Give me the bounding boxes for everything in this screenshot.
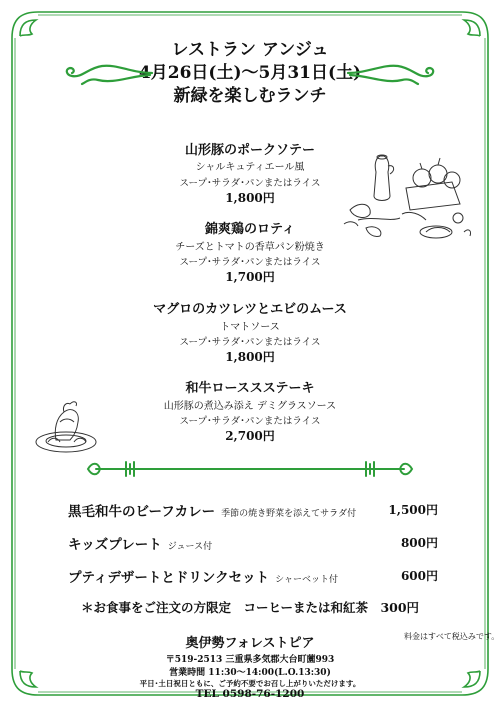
dish-options: スープ･サラダ･パンまたはライス — [179, 178, 321, 189]
dish-description: シャルキュティエール風 — [195, 162, 305, 173]
dish-price: 2,700円 — [225, 429, 275, 443]
dish-options: スープ･サラダ･パンまたはライス — [179, 337, 321, 348]
dish-name: マグロのカツレツとエビのムース — [153, 302, 347, 317]
extra-item-price: 800円 — [400, 536, 438, 550]
dish-price: 1,800円 — [225, 350, 275, 364]
extra-item — [68, 533, 438, 553]
extra-item — [68, 500, 438, 520]
extra-item-name: プティデザートとドリンクセット — [68, 570, 270, 586]
phone-number: TEL 0598-76-1200 — [195, 688, 305, 700]
dish-description: 山形豚の煮込み添え デミグラスソース — [163, 401, 337, 412]
coffee-note: ＊お食事をご注文の方限定 コーヒーまたは和紅茶 300円 — [80, 600, 420, 615]
dish-description: チーズとトマトの香草パン粉焼き — [175, 242, 325, 253]
dish-price: 1,700円 — [225, 270, 275, 284]
date-range: 4月26日(土)〜5月31日(土) — [138, 63, 362, 83]
extra-item-note: 季節の焼き野菜を添えてサラダ付 — [221, 509, 357, 519]
extra-item — [68, 566, 438, 586]
dish-price: 1,800円 — [225, 191, 275, 205]
divider-ornament — [86, 458, 414, 480]
business-hours: 営業時間 11:30〜14:00(L.O.13:30) — [169, 668, 331, 678]
tax-note: 料金はすべて税込みです。 — [404, 632, 500, 641]
extra-item-price: 600円 — [400, 569, 438, 583]
reservation-notice: 平日･土日祝日ともに、ご予約不要でお召し上がりいただけます。 — [139, 679, 361, 688]
venue-name: 奥伊勢フォレストピア — [185, 636, 315, 651]
flourish-right-icon — [346, 58, 438, 88]
venue-address: 〒519-2513 三重県多気郡大台町薗993 — [165, 655, 335, 665]
extra-item-name: キッズプレート — [68, 537, 162, 553]
dish-name: 和牛ローススステーキ — [185, 381, 315, 396]
dish-name: 錦爽鶏のロティ — [205, 222, 295, 237]
lunch-subtitle: 新緑を楽しむランチ — [173, 86, 327, 106]
extra-item-name: 黒毛和牛のビーフカレー — [68, 504, 216, 520]
restaurant-title: レストラン アンジュ — [171, 40, 329, 60]
flourish-left-icon — [62, 58, 154, 88]
extra-item-note: ジュース付 — [167, 542, 213, 552]
dish-name: 山形豚のポークソテー — [184, 143, 315, 158]
plated-dish-illustration-icon — [30, 396, 102, 458]
extra-item-note: シャーベット付 — [275, 575, 338, 585]
dish-options: スープ･サラダ･パンまたはライス — [179, 416, 321, 427]
extra-item-price: 1,500円 — [388, 503, 438, 517]
vegetables-illustration-icon — [340, 148, 475, 243]
dish-description: トマトソース — [220, 322, 280, 333]
dish-options: スープ･サラダ･パンまたはライス — [179, 257, 321, 268]
